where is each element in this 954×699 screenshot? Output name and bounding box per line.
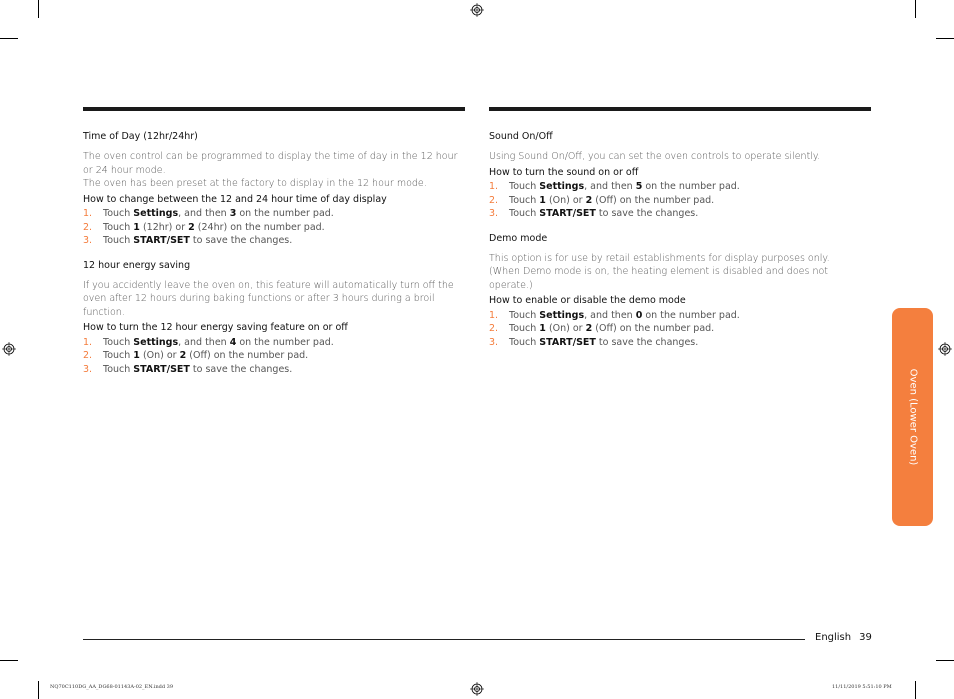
how-to-heading: How to enable or disable the demo mode [489, 295, 686, 306]
print-slug-date: 11/11/2019 5:51:10 PM [832, 684, 892, 690]
crop-mark [0, 38, 18, 39]
paragraph: If you accidently leave the oven on, this feature will automatically turn off the oven after 12 hours during baking functions or after 3 hours during a broil function. [83, 279, 454, 318]
list-item: 1. Touch Settings, and then 4 on the number pad. [83, 336, 334, 348]
right-column [489, 107, 871, 349]
left-column [83, 107, 465, 376]
crop-mark [936, 660, 954, 661]
list-item: 3. Touch START/SET to save the changes. [489, 208, 699, 219]
section-title: Sound On/Off [489, 131, 553, 142]
steps-list [83, 207, 465, 248]
registration-mark-icon [470, 3, 484, 17]
registration-mark-icon [2, 342, 16, 356]
list-item: 3. Touch START/SET to save the changes. [83, 235, 293, 246]
crop-mark [38, 0, 39, 18]
footer-rule [83, 639, 805, 640]
section-bar [489, 107, 871, 111]
crop-mark [0, 660, 18, 661]
section-title: 12 hour energy saving [83, 259, 191, 271]
list-item: 2. Touch 1 (On) or 2 (Off) on the number pad. [83, 350, 309, 361]
how-to-heading: How to change between the 12 and 24 hour time of day display [83, 193, 387, 205]
list-item: 1. Touch Settings, and then 0 on the number pad. [489, 309, 740, 321]
section-title: Time of Day (12hr/24hr) [83, 131, 198, 142]
steps-list [489, 309, 871, 350]
paragraph: The oven control can be programmed to display the time of day in the 12 hour or 24 hour mode. [83, 151, 458, 176]
list-item: 2. Touch 1 (On) or 2 (Off) on the number pad. [489, 194, 715, 206]
list-item: 2. Touch 1 (12hr) or 2 (24hr) on the number pad. [83, 221, 325, 233]
list-item: 1. Touch Settings, and then 3 on the number pad. [83, 208, 334, 219]
list-item: 3. Touch START/SET to save the changes. [489, 336, 699, 348]
chapter-tab-label: Oven (Lower Oven) [907, 368, 918, 466]
paragraph: The oven has been preset at the factory to display in the 12 hour mode. [83, 178, 427, 189]
paragraph: Using Sound On/Off, you can set the oven controls to operate silently. [489, 151, 821, 162]
chapter-tab [892, 308, 933, 526]
section-bar [83, 107, 465, 111]
section-title: Demo mode [489, 232, 548, 244]
paragraph: (When Demo mode is on, the heating element is disabled and does not operate.) [489, 266, 829, 291]
page-number: 39 [859, 632, 872, 643]
footer [815, 632, 872, 643]
steps-list [489, 180, 871, 221]
list-item: 2. Touch 1 (On) or 2 (Off) on the number pad. [489, 323, 715, 334]
paragraph: This option is for use by retail establishments for display purposes only. [489, 252, 830, 264]
print-slug-file: NQ70C110DG_AA_DG68-01143A-02_EN.indd 39 [50, 684, 174, 690]
how-to-heading: How to turn the 12 hour energy saving feature on or off [83, 322, 348, 333]
footer-language: English [815, 632, 852, 643]
crop-mark [38, 681, 39, 699]
registration-mark-icon [470, 682, 484, 696]
steps-list [83, 336, 465, 377]
registration-mark-icon [938, 342, 952, 356]
crop-mark [915, 0, 916, 18]
crop-mark [915, 681, 916, 699]
list-item: 3. Touch START/SET to save the changes. [83, 363, 293, 375]
how-to-heading: How to turn the sound on or off [489, 166, 639, 178]
crop-mark [936, 38, 954, 39]
list-item: 1. Touch Settings, and then 5 on the number pad. [489, 181, 740, 192]
